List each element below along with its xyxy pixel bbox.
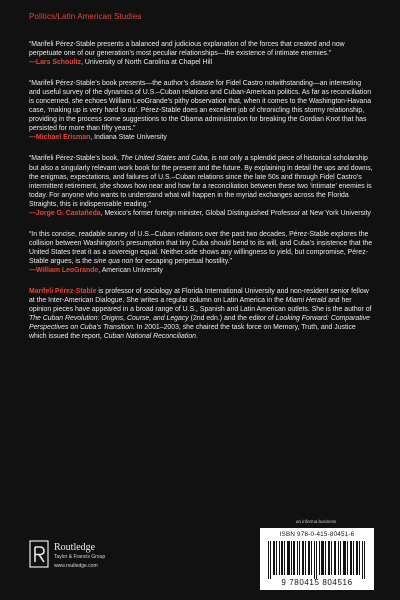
author-bio: Marifeli Pérez-Stable is professor of sociology at Florida International University and non-resident senior fellow at the Inter-American Dialogue. She writes a regular column on Latin America in the Miami Herald and her opinion pieces have appeared in a broad range of U.S., Spanish and Latin American outlets. She is the author of The Cuban Revolution: Origins, Course, and Legacy (2nd edn.) and the editor of Looking Forward: Comparative Perspectives on Cuba’s Transition. In 2001–2003, she chaired the task force on Memory, Truth, and Justice which issued the report, Cuban National Reconciliation. [29, 288, 372, 341]
cover-text-block [29, 40, 374, 341]
category-label: Politics/Latin American Studies [29, 12, 142, 21]
quote-affiliation: , Mexico’s former foreign minister, Global Distinguished Professor at New York University [100, 209, 371, 217]
quote-affiliation: , American University [98, 266, 163, 274]
barcode-icon [268, 541, 366, 579]
routledge-logo-icon [29, 540, 49, 568]
quote-author: —Michael Erisman [29, 134, 91, 142]
publisher-name: Routledge [54, 542, 96, 553]
quote-text: “Marifeli Pérez-Stable’s book, The United States and Cuba, is not only a splendid piece of historical scholarship but also a singularly relevant work book for the present and the future. By explaining in detail the ups and downs, the enigmas, expectations, and failures of U.S.–Cuban relations since the late 50s and through Fidel Castro’s intermittent retirement, she shows how near and how far a reconciliation between these two ‘intimate’ enemies is today. For anyone who wants to understand what will happen in the myriad exchanges across the Florida Straights, this is indispensable reading.” [29, 155, 373, 208]
quote-author: —William LeoGrande [29, 266, 99, 274]
isbn-label: ISBN 978-0-415-80451-6 [279, 531, 355, 538]
endorsement-quote-4 [29, 230, 374, 275]
endorsement-quote-3 [29, 154, 374, 217]
quote-text: “Marifeli Pérez-Stable’s book presents—the author’s distaste for Fidel Castro notwithstanding—an interesting and useful survey of the dynamics of U.S.–Cuban relations and Cuban-American politics. As far as reconciliation is concerned, she echoes William LeoGrande’s pithy observation that, when it comes to the Washington-Havana case, ‘making up is very hard to do’. Pérez-Stable does an excellent job of chronicling this stormy relationship, providing in the process some suggestions to the Obama administration for breaking the Gordian Knot that has persisted for more than fifty years.” [29, 80, 372, 133]
quote-text: “Marifeli Pérez-Stable presents a balanced and judicious explanation of the forces that created and now perpetuate one of our generation’s most peculiar relationships—the existence of intimate enemies.” [29, 41, 345, 58]
quote-author: —Lars Schoultz [29, 59, 82, 67]
quote-author: —Jorge G. Castañeda [29, 209, 101, 217]
quote-affiliation: , Indiana State University [90, 134, 167, 142]
endorsement-quote-2 [29, 79, 374, 142]
quote-text: “In this concise, readable survey of U.S.–Cuban relations over the past two decades, Pérez-Stable explores the collision between Washington’s presumption that tiny Cuba should bend to its will, and Cuba’s insistence that the United States treat it as a sovereign equal. Neither side shows any willingness to yield, but compromise, Pérez-Stable argues, is the sine qua non for escaping perpetual hostility.” [29, 230, 373, 265]
publisher-block [29, 540, 169, 580]
quote-affiliation: , University of North Carolina at Chapel Hill [81, 59, 213, 67]
latin-phrase: sine qua non [93, 257, 134, 265]
barcode-panel [260, 528, 374, 590]
barcode-digits: 9 780415 804516 [281, 578, 353, 587]
endorsement-quote-1 [29, 40, 374, 67]
book-title: The United States and Cuba [120, 155, 208, 163]
publisher-group: Taylor & Francis Group [54, 554, 106, 560]
author-name: Marifeli Pérez-Stable [29, 288, 97, 296]
publisher-url: www.routledge.com [54, 563, 98, 569]
informa-tagline: an informa business [296, 519, 337, 524]
